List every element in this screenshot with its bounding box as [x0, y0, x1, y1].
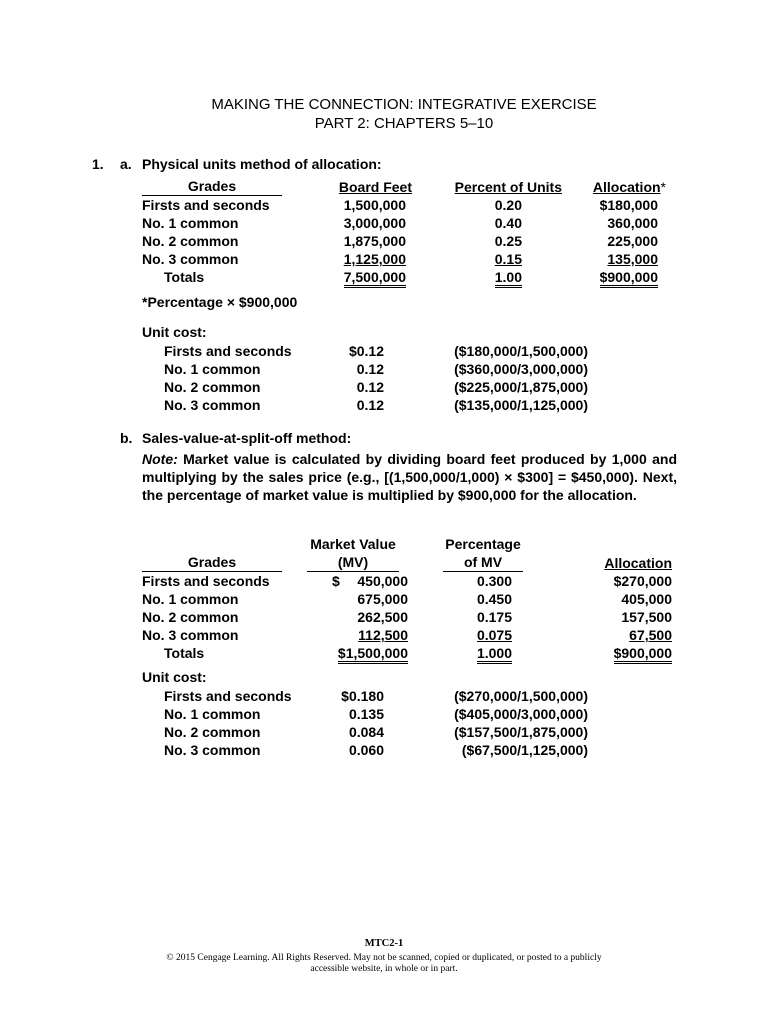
unit-cost-cell: 0.12	[356, 379, 384, 395]
table-row	[164, 378, 588, 396]
pct-cell: 0.450	[476, 591, 512, 607]
grade-cell: No. 2 common	[164, 724, 261, 740]
mv-prefix: $	[332, 573, 340, 589]
note-paragraph	[142, 450, 677, 504]
mv-cell: 450,000	[357, 573, 408, 589]
col-allocation-b: Allocation	[604, 555, 672, 571]
unit-cost-cell: 0.135	[348, 706, 384, 722]
footnote: *Percentage × $900,000	[142, 294, 298, 310]
mv-cell: 112,500	[358, 627, 408, 643]
note-text: Market value is calculated by dividing board feet produced by 1,000 and multiplying by the sales price (e.g., [(1,500,000/1,000) × $300] = $450,000). Next, the percentage of market value is multiplied by $900,000 for the allocation.	[142, 451, 677, 503]
physical-units-table	[142, 177, 666, 286]
col-grades: Grades	[142, 553, 282, 572]
board-feet-cell: 1,125,000	[343, 251, 406, 267]
unit-cost-cell: 0.084	[348, 724, 384, 740]
title-line-2: PART 2: CHAPTERS 5–10	[314, 115, 494, 132]
table-row	[164, 741, 588, 759]
col-board-feet: Board Feet	[338, 179, 412, 195]
table-row	[142, 214, 666, 232]
calc-cell: ($135,000/1,125,000)	[454, 397, 588, 413]
calc-cell: ($157,500/1,875,000)	[454, 724, 588, 740]
table-row	[164, 705, 588, 723]
unit-cost-table-a	[164, 342, 588, 414]
total-mv: $1,500,000	[338, 645, 408, 664]
copyright-line-1: © 2015 Cengage Learning. All Rights Reserved. May not be scanned, copied or duplicated, or posted to a publicly	[166, 953, 602, 963]
grade-cell: Firsts and seconds	[142, 197, 270, 213]
total-allocation: $900,000	[600, 269, 658, 288]
allocation-cell: 135,000	[607, 251, 658, 267]
totals-label: Totals	[164, 645, 205, 661]
grade-cell: No. 2 common	[142, 233, 239, 249]
table-row	[142, 572, 672, 590]
pct-cell: 0.075	[476, 627, 512, 643]
grade-cell: No. 3 common	[164, 397, 261, 413]
total-board-feet: 7,500,000	[344, 269, 406, 288]
col-pct-bottom: of MV	[443, 553, 523, 572]
allocation-cell: 225,000	[607, 233, 658, 249]
problem-number: 1.	[92, 156, 104, 172]
grade-cell: No. 1 common	[142, 591, 239, 607]
table-row	[142, 590, 672, 608]
calc-cell: ($225,000/1,875,000)	[454, 379, 588, 395]
percent-cell: 0.20	[494, 197, 522, 213]
grade-cell: No. 3 common	[142, 251, 239, 267]
unit-cost-cell: $0.180	[341, 688, 384, 704]
table-row	[164, 396, 588, 414]
totals-row	[142, 268, 666, 286]
part-b-heading: Sales-value-at-split-off method:	[142, 430, 352, 446]
board-feet-cell: 1,500,000	[343, 197, 406, 213]
table-row	[142, 196, 666, 214]
allocation-cell: 157,500	[621, 609, 672, 625]
table-row	[164, 342, 588, 360]
total-pct: 1.000	[477, 645, 512, 664]
allocation-cell: 360,000	[607, 215, 658, 231]
unit-cost-cell: $0.12	[348, 343, 384, 359]
allocation-cell: 67,500	[629, 627, 672, 643]
grade-cell: Firsts and seconds	[164, 343, 292, 359]
pct-cell: 0.175	[476, 609, 512, 625]
asterisk: *	[660, 179, 666, 195]
percent-cell: 0.25	[494, 233, 522, 249]
totals-label: Totals	[164, 269, 205, 285]
table-row	[164, 687, 588, 705]
part-a-heading: Physical units method of allocation:	[142, 156, 382, 172]
note-label: Note:	[142, 451, 178, 467]
calc-cell: ($67,500/1,125,000)	[461, 742, 588, 758]
grade-cell: No. 2 common	[164, 379, 261, 395]
col-allocation: Allocation	[592, 179, 661, 195]
page-id: MTC2-1	[364, 938, 404, 949]
sales-value-table	[142, 535, 672, 662]
col-mv-top: Market Value	[310, 536, 396, 552]
allocation-cell: $270,000	[613, 573, 672, 589]
col-mv-bottom: (MV)	[307, 553, 399, 572]
mv-cell: 262,500	[357, 609, 408, 625]
part-b-label: b.	[120, 430, 133, 446]
page-title	[0, 95, 768, 133]
table-row	[142, 250, 666, 268]
title-line-1: MAKING THE CONNECTION: INTEGRATIVE EXERCISE	[211, 96, 597, 113]
col-grades: Grades	[142, 177, 282, 196]
grade-cell: No. 3 common	[164, 742, 261, 758]
calc-cell: ($360,000/3,000,000)	[454, 361, 588, 377]
grade-cell: Firsts and seconds	[142, 573, 270, 589]
total-percent: 1.00	[495, 269, 522, 288]
table-row	[164, 723, 588, 741]
allocation-cell: 405,000	[621, 591, 672, 607]
part-a-label: a.	[120, 156, 132, 172]
grade-cell: No. 1 common	[164, 361, 261, 377]
grade-cell: No. 3 common	[142, 627, 239, 643]
unit-cost-cell: 0.060	[348, 742, 384, 758]
table-row	[164, 360, 588, 378]
calc-cell: ($270,000/1,500,000)	[454, 688, 588, 704]
copyright-line-2: accessible website, in whole or in part.	[310, 964, 458, 974]
unit-cost-label-b: Unit cost:	[142, 669, 207, 685]
pct-cell: 0.300	[476, 573, 512, 589]
col-percent-units: Percent of Units	[454, 179, 562, 195]
unit-cost-table-b	[164, 687, 588, 759]
mv-cell: 675,000	[357, 591, 408, 607]
calc-cell: ($405,000/3,000,000)	[454, 706, 588, 722]
unit-cost-cell: 0.12	[356, 361, 384, 377]
total-allocation: $900,000	[614, 645, 672, 664]
totals-row	[142, 644, 672, 662]
unit-cost-cell: 0.12	[356, 397, 384, 413]
percent-cell: 0.15	[494, 251, 522, 267]
grade-cell: No. 2 common	[142, 609, 239, 625]
table-header-row	[142, 553, 672, 572]
table-row	[142, 232, 666, 250]
percent-cell: 0.40	[494, 215, 522, 231]
grade-cell: No. 1 common	[164, 706, 261, 722]
allocation-cell: $180,000	[599, 197, 658, 213]
table-row	[142, 608, 672, 626]
grade-cell: No. 1 common	[142, 215, 239, 231]
table-header-row	[142, 177, 666, 196]
col-pct-top: Percentage	[445, 536, 521, 552]
table-header-row-top	[142, 535, 672, 553]
board-feet-cell: 1,875,000	[343, 233, 406, 249]
table-row	[142, 626, 672, 644]
calc-cell: ($180,000/1,500,000)	[454, 343, 588, 359]
board-feet-cell: 3,000,000	[343, 215, 406, 231]
unit-cost-label-a: Unit cost:	[142, 324, 207, 340]
grade-cell: Firsts and seconds	[164, 688, 292, 704]
